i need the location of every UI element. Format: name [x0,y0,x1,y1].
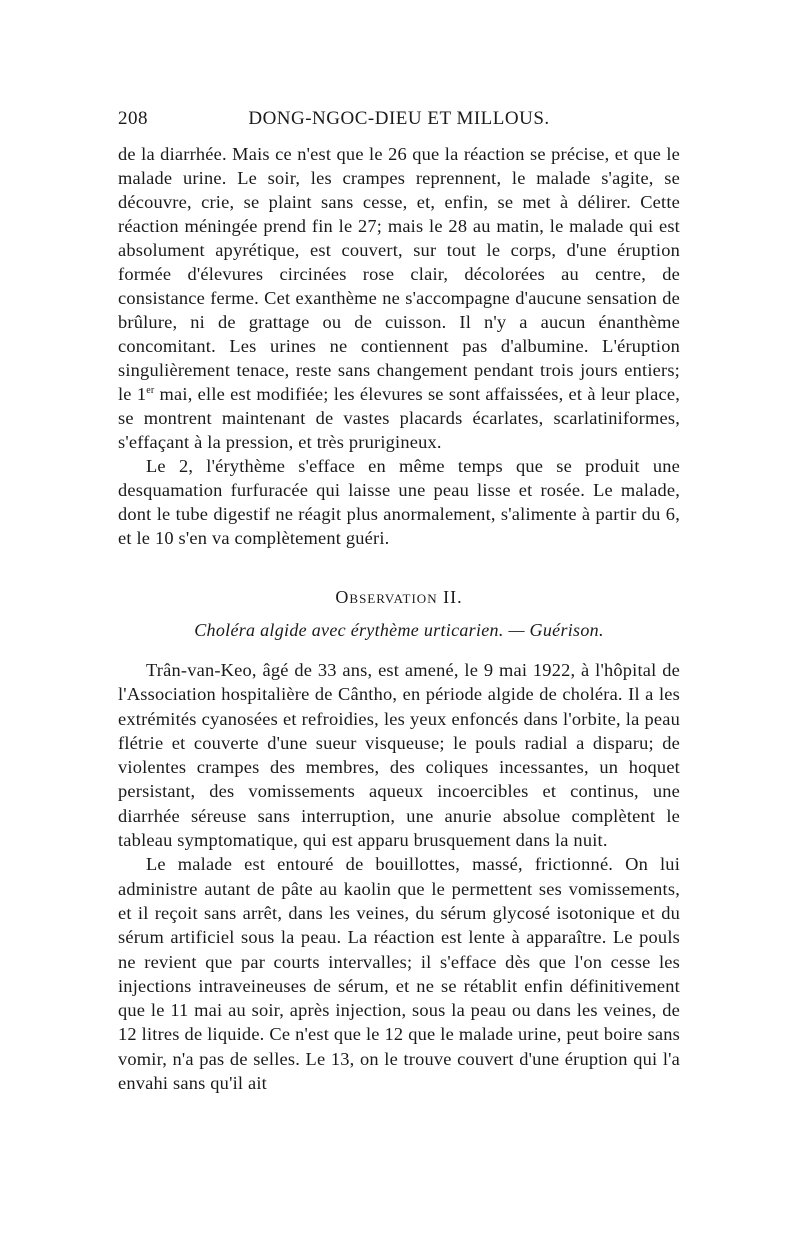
page-number: 208 [118,108,148,129]
paragraph-text: de la diarrhée. Mais ce n'est que le 26 que la réaction se précise, et que le malade urine. Le soir, les crampes reprennent, le malade s'agite, se découvre, crie, se plaint sans cesse, et, enfin, se met à délirer. Cette réaction méningée prend fin le 27; mais le 28 au matin, le malade qui est absolument apyrétique, est couvert, sur tout le corps, d'une éruption formée d'élevures circinées rose clair, décolorées au centre, de consistance ferme. Cet exanthème ne s'accompagne d'aucune sensation de brûlure, ni de grattage ou de cuisson. Il n'y a aucun énanthème concomitant. Les urines ne contiennent pas d'albumine. L'éruption singulièrement tenace, reste sans changement pendant trois jours entiers; le 1 [118,144,680,404]
section-2-text [118,658,680,1095]
paragraph: Le malade est entouré de bouillottes, massé, frictionné. On lui administre autant de pâte au kaolin que le permettent ses vomissements, et il reçoit sans arrêt, dans les veines, du sérum glycosé isotonique et du sérum artificiel sous la peau. La réaction est lente à apparaître. Le pouls ne revient que par courts intervalles; il s'efface dès que l'on cesse les injections intraveineuses de sérum, et ne se rétablit enfin définitivement que le 11 mai au soir, après injection, sous la peau ou dans les veines, de 12 litres de liquide. Ce n'est que le 12 que le malade urine, peut boire sans vomir, n'a pas de selles. Le 13, on le trouve couvert d'une éruption qui l'a envahi sans qu'il ait [118,854,680,1094]
paragraph: Trân-van-Keo, âgé de 33 ans, est amené, le 9 mai 1922, à l'hôpital de l'Association hospitalière de Cântho, en période algide de choléra. Il a les extrémités cyanosées et refroidies, les yeux enfoncés dans l'orbite, la peau flétrie et couverte d'une sueur visqueuse; le pouls radial a disparu; de violentes crampes des membres, des coliques incessantes, un hoquet persistant, des vomissements aqueux incoercibles et continus, une diarrhée séreuse sans interruption, une anurie absolue complètent le tableau symptomatique, qui est apparu brusquement dans la nuit. [118,660,680,851]
observation-subtitle: Choléra algide avec érythème urticarien. — Guérison. [194,620,604,640]
superscript: er [146,384,155,396]
paragraph-text: mai, elle est modifiée; les élevures se sont affaissées, et à leur place, se montrent maintenant de vastes placards écarlates, scarlatiniformes, s'effaçant à la pression, et très prurigineux. [118,384,680,452]
paragraph [118,142,680,454]
running-title: DONG-NGOC-DIEU ET MILLOUS. [248,108,550,129]
paragraph: Le 2, l'érythème s'efface en même temps que se produit une desquamation furfuracée qui laisse une peau lisse et rosée. Le malade, dont le tube digestif ne réagit plus anormalement, s'alimente à partir du 6, et le 10 s'en va complètement guéri. [118,456,680,548]
observation-title: Observation II. [335,587,463,607]
section-1-text [118,142,680,550]
page-header [118,108,680,134]
